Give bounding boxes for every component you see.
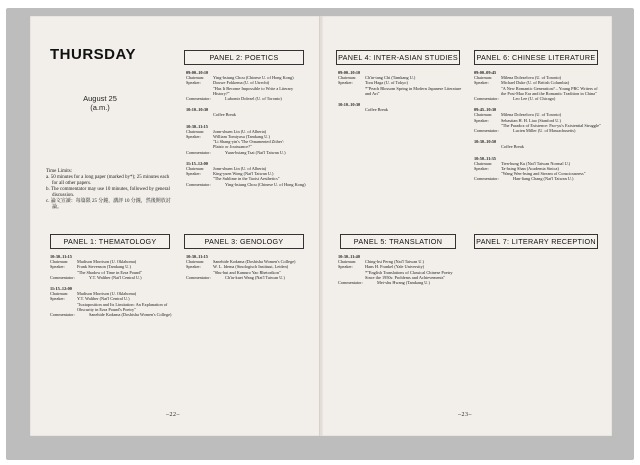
schedule-row (474, 96, 602, 101)
role-value: Frank Stevenson (Tamkang U.) (77, 264, 131, 270)
role-value: Y.T. Walther (Nat'l Central U.) (89, 274, 142, 280)
right-page (322, 16, 612, 436)
role-value: Jonn-shuen Lin (U. of Alberta) (213, 166, 267, 172)
schedule-row (186, 86, 306, 96)
panel2-title: PANEL 2: POETICS (184, 50, 304, 65)
schedule-row (338, 107, 462, 112)
panel6-title: PANEL 6: CHINESE LITERATURE (474, 50, 598, 65)
role-value: Tien-hung Ku (Nat'l Taiwan Normal U.) (501, 160, 571, 166)
session-time: 10:30–11:15 (186, 254, 208, 259)
schedule-row (338, 280, 462, 285)
role-value: Ch'in-tang Chi (Tamkang U.) (365, 75, 416, 81)
role-value: Sebastian H. H. Liao (Stanford U.) (501, 117, 561, 123)
role-label: Speaker: (338, 80, 354, 86)
panel3-title: PANEL 3: GENOLOGY (184, 234, 304, 249)
role-label: Chairman: (186, 128, 205, 134)
role-value: Plaisir or Jouissance?" (213, 144, 252, 150)
role-label: Chairman: (474, 112, 493, 118)
panel6-schedule (474, 68, 602, 182)
schedule-row (186, 150, 306, 155)
role-label: Chairman: (474, 160, 493, 166)
role-label: Speaker: (186, 80, 202, 86)
session-gap (50, 280, 174, 284)
panel3-schedule (186, 252, 306, 280)
session-time: 10:10–10:30 (338, 102, 361, 108)
role-value: Coffee Break (365, 107, 388, 113)
role-value: Han-liang Chang (Nat'l Taiwan U.) (513, 176, 574, 182)
role-value: *"English Translations of Classical Chinese Poetry Since the 1950s: Problems and Achievements" (365, 269, 453, 280)
session-time: 11:15–12:00 (50, 286, 72, 292)
role-value: Ching-hsi Perng (Nat'l Taiwan U.) (365, 259, 424, 265)
time-limit-a: a. 50 minutes for a long paper (marked by*); 25 minutes each for all other papers. (46, 175, 170, 186)
role-value: Y.T. Walther (Nat'l Central U.) (77, 296, 130, 302)
role-label: Commentator: (338, 280, 363, 286)
role-label: Commentator: (50, 312, 75, 318)
role-value: Milena Dolezelova (U. of Toronto) (501, 112, 562, 118)
panel4-schedule (338, 68, 462, 112)
role-value: William Tomiyasu (Tamkang U.) (213, 134, 270, 140)
panel5-title: PANEL 5: TRANSLATION (340, 234, 456, 249)
session-time: 10:30–10:50 (474, 139, 497, 145)
session-time: 10:30–11:40 (338, 254, 360, 259)
schedule-row (186, 112, 306, 117)
role-label: Commentator: (474, 128, 499, 134)
role-value: Lucien Miller (U. of Massachusetts) (513, 128, 576, 134)
role-value: "The Sublime in the Taoist Aesthetics" (213, 176, 280, 182)
role-label (186, 112, 213, 117)
session-time: 09:00–10:10 (338, 70, 361, 75)
role-value: *"Peach Blossom Spring in Modern Japanese Literature and Art" (365, 85, 462, 96)
panel2-schedule (186, 68, 306, 187)
role-value: Ying-hsiung Chou (Chinese U. of Hong Kong) (213, 75, 294, 81)
role-label: Speaker: (50, 296, 66, 302)
role-value: Leo Lee (U. of Chicago) (513, 96, 556, 102)
session-time: 11:15–12:00 (186, 160, 208, 166)
panel4-title: PANEL 4: INTER-ASIAN STUDIES (336, 50, 460, 65)
role-value: Madison Morrison (U. Oklahoma) (77, 259, 137, 265)
role-value: Jonn-shuen Lin (U. of Alberta) (213, 128, 267, 134)
session-gap (186, 101, 306, 105)
schedule-row (50, 312, 174, 317)
panel1-title: PANEL 1: THEMATOLOGY (50, 234, 170, 249)
role-value: "A New Romantic Generation? – Young PRC Writers of the Post-Mao Era and the Romantic Tradition in China" (501, 85, 598, 96)
schedule-row (474, 176, 602, 181)
role-label: Speaker: (186, 171, 202, 177)
role-value: Coffee Break (501, 144, 524, 150)
role-value: Hans H. Frankel (Yale University) (365, 264, 425, 270)
session-gap (474, 101, 602, 105)
role-label (50, 302, 77, 312)
panel1-schedule (50, 252, 174, 317)
role-value: Madison Morrison (U. Oklahoma) (77, 291, 137, 297)
session-time: 10:10–10:30 (186, 107, 209, 113)
panel5-schedule (338, 252, 462, 285)
role-value: "Wang Wen-hsing and Stream of Consciousness" (501, 171, 586, 177)
role-value: Ta-hsing Shan (Academia Sinica) (501, 166, 559, 172)
role-label: Chairman: (50, 259, 69, 265)
session-gap (474, 150, 602, 154)
schedule-row (474, 128, 602, 133)
time-limit-c: c. 論文宣讀：每篇限 25 分鐘，講評 10 分鐘，然後開放討論。 (46, 199, 171, 210)
role-value: W. L. Idema (Sinologisch Instituut, Leiden) (213, 264, 289, 270)
role-label: Commentator: (474, 96, 499, 102)
schedule-row (186, 275, 306, 280)
role-label: Speaker: (186, 134, 202, 140)
role-value: Yuan-hsiang Tsai (Nat'l Taiwan U.) (225, 149, 286, 155)
role-label: Speaker: (474, 117, 490, 123)
role-value: Milena Dolezelova (U. of Toronto) (501, 75, 562, 81)
left-page (30, 16, 320, 436)
role-value: Ying-hsiung Chou (Chinese U. of Hong Kong) (225, 181, 306, 187)
role-value: King-yuen Wong (Nat'l Taiwan U.) (213, 171, 274, 177)
role-label: Chairman: (50, 291, 69, 297)
role-label: Chairman: (186, 259, 205, 265)
role-label: Chairman: (338, 259, 357, 265)
date-block (70, 94, 130, 112)
role-label: Chairman: (474, 75, 493, 81)
right-page-number: –23– (458, 412, 472, 418)
role-value: "The Paradox of Existence: Pao-yu's Existential Struggle" (501, 122, 601, 128)
session-gap (186, 155, 306, 159)
role-value: "Juxtaposition and Its Limitation: An Explanation of Obscurity in Ezra Pound's Poetry" (77, 301, 168, 312)
session-gap (186, 118, 306, 122)
role-value: Douwe Fokkema (U. of Utrecht) (213, 80, 270, 86)
day-title: THURSDAY (50, 46, 136, 63)
ampm-text: (a.m.) (90, 103, 110, 112)
role-value: "Shu-hui and Kamuro Yao Rhetorikon" (213, 269, 281, 275)
session-time: 10:30–11:15 (50, 254, 72, 259)
session-time: 09:45–10:30 (474, 107, 497, 113)
role-value: Sanehide Kodama (Doshisha Women's College) (89, 312, 172, 318)
schedule-row (186, 182, 306, 187)
role-label: Chairman: (186, 75, 205, 81)
role-label: Speaker: (186, 264, 202, 270)
schedule-row (50, 275, 174, 280)
time-limits-heading: Time Limits: (46, 169, 73, 174)
role-value: Mei-shu Hwang (Tamkang U.) (377, 280, 430, 286)
role-label: Commentator: (186, 274, 211, 280)
role-value: Coffee Break (213, 112, 236, 118)
role-value: "Li Shang-yin's 'The Ornamented Zither': (213, 139, 285, 145)
role-label: Commentator: (186, 96, 211, 102)
role-value: "Has It Become Impossible to Write a Literary History?" (213, 85, 294, 96)
schedule-row (50, 302, 174, 312)
schedule-row (474, 86, 602, 96)
role-label: Commentator: (50, 274, 75, 280)
date-text: August 25 (83, 94, 117, 103)
schedule-row (338, 270, 462, 280)
session-time: 09:00–09:45 (474, 70, 497, 75)
role-label (338, 86, 365, 96)
role-label: Chairman: (338, 75, 357, 81)
role-label: Speaker: (50, 264, 66, 270)
session-gap (474, 133, 602, 137)
schedule-row (474, 144, 602, 149)
schedule-row (338, 86, 462, 96)
role-label: Speaker: (338, 264, 354, 270)
role-label: Commentator: (186, 181, 211, 187)
role-value: Lubomir Dolezel (U. of Toronto) (225, 96, 282, 102)
role-label: Speaker: (474, 80, 490, 86)
session-time: 09:00–10:10 (186, 70, 209, 75)
role-value: Ch'iu-kuei Wang (Nat'l Taiwan U.) (225, 274, 285, 280)
role-label: Speaker: (474, 166, 490, 172)
role-label (338, 270, 365, 280)
role-value: Michael Duke (U. of British Columbia) (501, 80, 570, 86)
role-value: Toru Haga (U. of Tokyo) (365, 80, 408, 86)
role-label: Commentator: (474, 176, 499, 182)
role-value: Sanehide Kodama (Doshisha Women's College) (213, 259, 296, 265)
session-time: 10:30–11:15 (186, 123, 208, 129)
panel7-title: PANEL 7: LITERARY RECEPTION (474, 234, 598, 249)
session-time: 10:50–11:35 (474, 155, 496, 161)
role-label: Commentator: (186, 149, 211, 155)
session-gap (338, 96, 462, 100)
role-label (474, 86, 501, 96)
left-page-number: –22– (166, 412, 180, 418)
time-limits (46, 169, 176, 211)
schedule-row (186, 96, 306, 101)
time-limit-b: b. The commentator may use 10 minutes, followed by general discussion. (46, 187, 170, 198)
role-label (474, 144, 501, 149)
role-label (186, 86, 213, 96)
role-label: Chairman: (186, 166, 205, 172)
role-value: "The Shadow of Time in Ezra Pound" (77, 269, 143, 275)
role-label (338, 107, 365, 112)
